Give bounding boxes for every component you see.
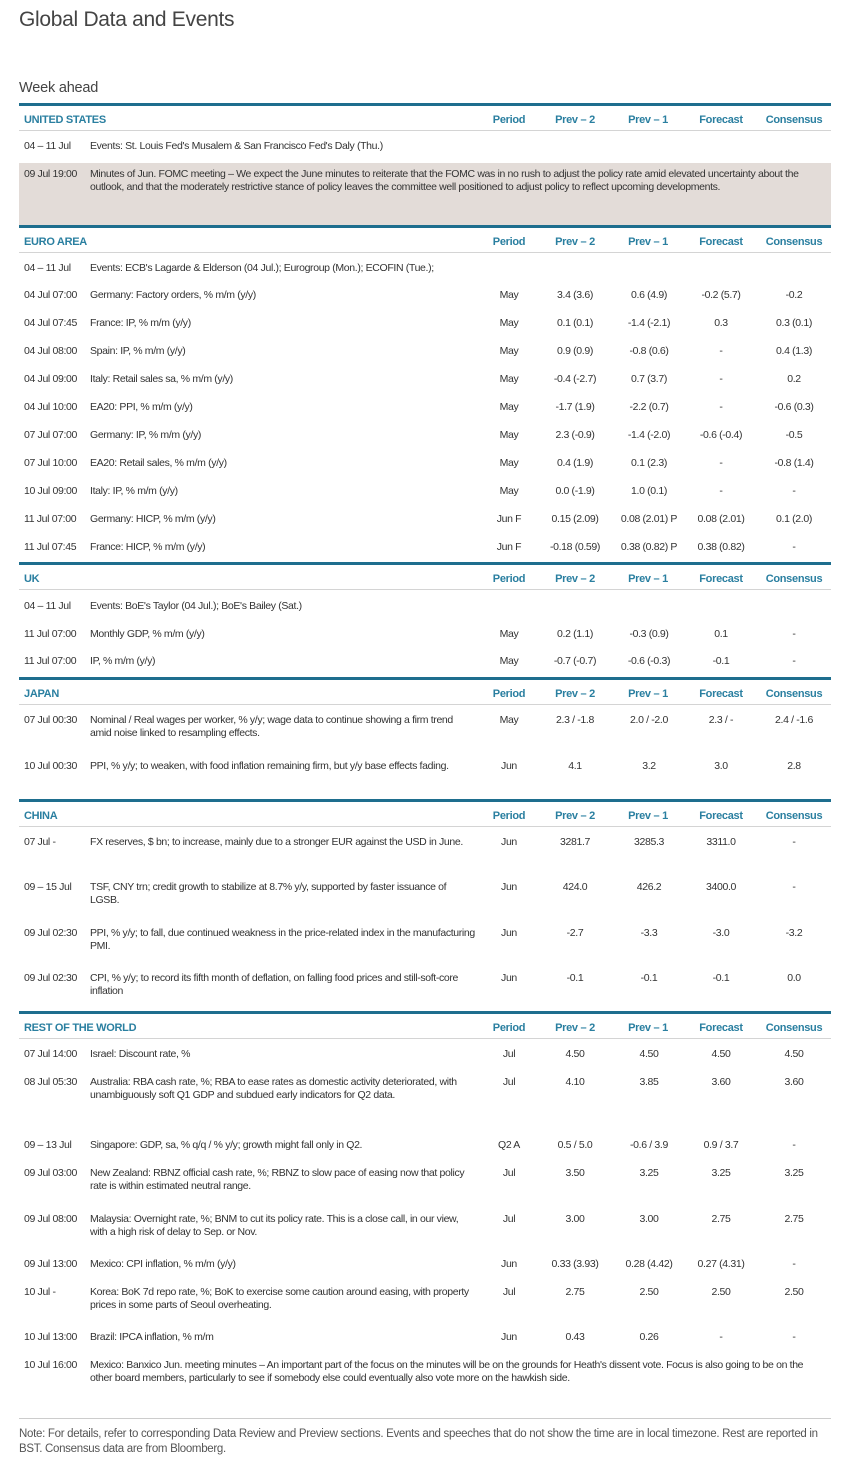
cell-period: May bbox=[499, 317, 519, 329]
row-date: 04 Jul 07:45 bbox=[24, 317, 78, 329]
cell-prev1: 4.50 bbox=[639, 1048, 659, 1060]
cell-prev2: 0.33 (3.93) bbox=[551, 1258, 599, 1270]
column-header-prev2: Prev – 2 bbox=[555, 236, 595, 248]
row-date: 04 – 11 Jul bbox=[24, 600, 71, 612]
section-header bbox=[19, 799, 831, 827]
cell-consensus: 0.0 bbox=[787, 972, 801, 984]
cell-consensus: - bbox=[792, 541, 796, 553]
row-description: France: IP, % m/m (y/y) bbox=[90, 317, 191, 329]
cell-period: Jun bbox=[501, 1258, 517, 1270]
row-date: 04 Jul 09:00 bbox=[24, 373, 78, 385]
footer-divider bbox=[19, 1418, 831, 1419]
row-date: 09 Jul 03:00 bbox=[24, 1167, 78, 1179]
row-date: 09 Jul 19:00 bbox=[24, 168, 78, 180]
column-header-period: Period bbox=[492, 236, 526, 248]
cell-period: Jun F bbox=[496, 541, 522, 553]
cell-consensus: - bbox=[792, 655, 796, 667]
cell-prev1: 0.08 (2.01) P bbox=[620, 513, 678, 525]
cell-forecast: - bbox=[719, 373, 723, 385]
column-header-period: Period bbox=[492, 688, 526, 700]
row-date: 07 Jul 14:00 bbox=[24, 1048, 78, 1060]
column-header-consensus: Consensus bbox=[765, 688, 823, 700]
column-header-forecast: Forecast bbox=[699, 1022, 743, 1034]
cell-prev2: -0.18 (0.59) bbox=[549, 541, 601, 553]
cell-period: May bbox=[499, 289, 519, 301]
cell-forecast: 2.3 / - bbox=[708, 714, 734, 726]
column-header-forecast: Forecast bbox=[699, 236, 743, 248]
cell-period: May bbox=[499, 457, 519, 469]
cell-forecast: -0.2 (5.7) bbox=[701, 289, 741, 301]
row-description: Malaysia: Overnight rate, %; BNM to cut its policy rate. This is a close call, in our view, with a high risk of delay to Sep. or Nov. bbox=[90, 1213, 459, 1238]
cell-prev2: -2.7 bbox=[566, 927, 584, 939]
row-description: Monthly GDP, % m/m (y/y) bbox=[90, 628, 205, 640]
column-header-consensus: Consensus bbox=[765, 114, 823, 126]
cell-consensus: 0.2 bbox=[787, 373, 801, 385]
week-ahead-table bbox=[19, 0, 831, 1465]
cell-period: Jul bbox=[502, 1167, 516, 1179]
row-date: 11 Jul 07:45 bbox=[24, 541, 77, 553]
cell-forecast: 3.0 bbox=[714, 760, 728, 772]
cell-prev1: 3.2 bbox=[642, 760, 656, 772]
cell-forecast: 0.1 bbox=[714, 628, 728, 640]
section-header bbox=[19, 225, 831, 253]
cell-prev1: 426.2 bbox=[636, 881, 662, 893]
cell-period: Jun bbox=[501, 881, 517, 893]
cell-forecast: - bbox=[719, 1331, 723, 1343]
footnote: Note: For details, refer to corresponding Data Review and Preview sections. Events and speeches that do not show the time are in local timezone. Rest are reported in BST. Consensus data are from Bloomberg. bbox=[19, 1428, 818, 1455]
cell-period: Jun bbox=[501, 927, 517, 939]
cell-consensus: 2.75 bbox=[784, 1213, 804, 1225]
column-header-forecast: Forecast bbox=[699, 688, 743, 700]
cell-forecast: - bbox=[719, 457, 723, 469]
row-date: 10 Jul 00:30 bbox=[24, 760, 78, 772]
row-description: Korea: BoK 7d repo rate, %; BoK to exercise some caution around easing, with property prices in some parts of Seoul overheating. bbox=[90, 1286, 469, 1311]
region-name: UNITED STATES bbox=[24, 114, 106, 126]
row-description: Australia: RBA cash rate, %; RBA to ease rates as domestic activity deteriorated, with unambiguously soft Q1 GDP and subdued early indicators for Q2 data. bbox=[90, 1076, 457, 1101]
cell-forecast: -0.1 bbox=[712, 972, 730, 984]
column-header-prev1: Prev – 1 bbox=[628, 810, 668, 822]
cell-forecast: - bbox=[719, 345, 723, 357]
cell-period: Q2 A bbox=[498, 1139, 520, 1151]
cell-prev1: 3.25 bbox=[639, 1167, 659, 1179]
cell-consensus: 2.50 bbox=[784, 1286, 804, 1298]
row-description: Events: St. Louis Fed's Musalem & San Francisco Fed's Daly (Thu.) bbox=[90, 140, 383, 152]
cell-prev1: 1.0 (0.1) bbox=[631, 485, 667, 497]
column-header-period: Period bbox=[492, 573, 526, 585]
cell-period: Jun bbox=[501, 760, 517, 772]
cell-forecast: 0.08 (2.01) bbox=[697, 513, 745, 525]
cell-prev1: 3.00 bbox=[639, 1213, 659, 1225]
row-date: 04 – 11 Jul bbox=[24, 140, 71, 152]
column-header-period: Period bbox=[492, 1022, 526, 1034]
region-name: EURO AREA bbox=[24, 236, 87, 248]
row-description: Italy: IP, % m/m (y/y) bbox=[90, 485, 178, 497]
cell-forecast: 4.50 bbox=[711, 1048, 731, 1060]
cell-prev2: 3.4 (3.6) bbox=[557, 289, 593, 301]
column-header-prev1: Prev – 1 bbox=[628, 1022, 668, 1034]
row-date: 07 Jul 00:30 bbox=[24, 714, 78, 726]
cell-period: Jul bbox=[502, 1213, 516, 1225]
cell-forecast: 2.75 bbox=[711, 1213, 731, 1225]
cell-consensus: 2.4 / -1.6 bbox=[775, 714, 813, 726]
cell-period: May bbox=[499, 714, 519, 726]
cell-prev2: 2.3 / -1.8 bbox=[556, 714, 594, 726]
row-description: EA20: Retail sales, % m/m (y/y) bbox=[90, 457, 227, 469]
row-date: 09 – 13 Jul bbox=[24, 1139, 72, 1151]
cell-consensus: -0.2 bbox=[785, 289, 803, 301]
column-header-consensus: Consensus bbox=[765, 810, 823, 822]
row-date: 07 Jul - bbox=[24, 836, 56, 848]
cell-prev1: 0.26 bbox=[639, 1331, 659, 1343]
cell-forecast: 3.25 bbox=[711, 1167, 731, 1179]
cell-prev2: 0.4 (1.9) bbox=[557, 457, 593, 469]
cell-forecast: -0.1 bbox=[712, 655, 730, 667]
cell-prev1: -1.4 (-2.1) bbox=[627, 317, 671, 329]
cell-prev1: -0.3 (0.9) bbox=[629, 628, 669, 640]
cell-prev2: 4.50 bbox=[565, 1048, 585, 1060]
cell-period: Jun bbox=[501, 972, 517, 984]
cell-prev1: 0.1 (2.3) bbox=[631, 457, 667, 469]
row-description: PPI, % y/y; to weaken, with food inflation remaining firm, but y/y base effects fading. bbox=[90, 760, 449, 772]
column-header-consensus: Consensus bbox=[765, 1022, 823, 1034]
cell-forecast: -3.0 bbox=[712, 927, 730, 939]
cell-period: Jul bbox=[502, 1076, 516, 1088]
cell-period: Jun bbox=[501, 836, 517, 848]
cell-forecast: 0.27 (4.31) bbox=[697, 1258, 745, 1270]
row-date: 11 Jul 07:00 bbox=[24, 513, 77, 525]
cell-consensus: 0.3 (0.1) bbox=[776, 317, 812, 329]
cell-prev2: 3.00 bbox=[565, 1213, 585, 1225]
cell-consensus: - bbox=[792, 881, 796, 893]
row-date: 04 – 11 Jul bbox=[24, 262, 71, 274]
cell-prev1: 2.0 / -2.0 bbox=[630, 714, 668, 726]
cell-period: May bbox=[499, 401, 519, 413]
cell-prev1: -2.2 (0.7) bbox=[629, 401, 669, 413]
row-description: Minutes of Jun. FOMC meeting – We expect the June minutes to reiterate that the FOMC was in no rush to adjust the policy rate amid elevated uncertainty about the outlook, and that the moderately restrictive stance of policy leaves the committee well positioned to adjust policy to reflect upcoming developments. bbox=[90, 168, 799, 193]
cell-period: May bbox=[499, 345, 519, 357]
cell-prev2: -0.1 bbox=[566, 972, 584, 984]
column-header-prev1: Prev – 1 bbox=[628, 688, 668, 700]
region-name: CHINA bbox=[24, 810, 58, 822]
page-title: Global Data and Events bbox=[19, 8, 235, 31]
row-date: 11 Jul 07:00 bbox=[24, 655, 77, 667]
cell-forecast: 0.3 bbox=[714, 317, 728, 329]
cell-prev2: 2.3 (-0.9) bbox=[555, 429, 595, 441]
cell-prev2: -0.4 (-2.7) bbox=[553, 373, 597, 385]
section-header bbox=[19, 103, 831, 131]
column-header-prev2: Prev – 2 bbox=[555, 1022, 595, 1034]
cell-forecast: 0.38 (0.82) bbox=[697, 541, 745, 553]
cell-prev2: 424.0 bbox=[562, 881, 588, 893]
column-header-prev1: Prev – 1 bbox=[628, 114, 668, 126]
row-description: IP, % m/m (y/y) bbox=[90, 655, 156, 667]
cell-consensus: 3.25 bbox=[784, 1167, 804, 1179]
cell-period: Jun bbox=[501, 1331, 517, 1343]
cell-prev2: 0.0 (-1.9) bbox=[555, 485, 595, 497]
cell-consensus: -0.5 bbox=[785, 429, 803, 441]
row-date: 09 – 15 Jul bbox=[24, 881, 72, 893]
row-date: 07 Jul 07:00 bbox=[24, 429, 78, 441]
row-description: New Zealand: RBNZ official cash rate, %; RBNZ to slow pace of easing now that policy rate is within estimated neutral range. bbox=[90, 1167, 465, 1192]
row-description: Brazil: IPCA inflation, % m/m bbox=[90, 1331, 214, 1343]
cell-consensus: 3.60 bbox=[784, 1076, 804, 1088]
column-header-forecast: Forecast bbox=[699, 573, 743, 585]
row-date: 08 Jul 05:30 bbox=[24, 1076, 78, 1088]
cell-consensus: - bbox=[792, 836, 796, 848]
row-description: Germany: IP, % m/m (y/y) bbox=[90, 429, 202, 441]
section-header bbox=[19, 1011, 831, 1039]
cell-consensus: - bbox=[792, 1139, 796, 1151]
cell-prev2: 0.43 bbox=[565, 1331, 585, 1343]
cell-forecast: 3311.0 bbox=[706, 836, 736, 848]
cell-period: May bbox=[499, 485, 519, 497]
column-header-prev2: Prev – 2 bbox=[555, 810, 595, 822]
row-description: Events: ECB's Lagarde & Elderson (04 Jul.); Eurogroup (Mon.); ECOFIN (Tue.); bbox=[90, 262, 434, 274]
row-date: 09 Jul 02:30 bbox=[24, 972, 78, 984]
cell-prev2: 0.15 (2.09) bbox=[551, 513, 599, 525]
cell-period: May bbox=[499, 655, 519, 667]
row-description: Spain: IP, % m/m (y/y) bbox=[90, 345, 186, 357]
row-date: 07 Jul 10:00 bbox=[24, 457, 78, 469]
column-header-prev2: Prev – 2 bbox=[555, 688, 595, 700]
row-description: Nominal / Real wages per worker, % y/y; wage data to continue showing a firm trend amid noise linked to resampling effects. bbox=[90, 714, 453, 739]
cell-prev1: -0.6 / 3.9 bbox=[630, 1139, 668, 1151]
cell-prev1: 3285.3 bbox=[633, 836, 664, 848]
row-date: 10 Jul 09:00 bbox=[24, 485, 78, 497]
cell-prev1: -0.1 bbox=[640, 972, 658, 984]
row-description: Singapore: GDP, sa, % q/q / % y/y; growth might fall only in Q2. bbox=[90, 1139, 363, 1151]
cell-period: May bbox=[499, 373, 519, 385]
column-header-prev2: Prev – 2 bbox=[555, 114, 595, 126]
cell-prev2: 0.1 (0.1) bbox=[557, 317, 593, 329]
row-description: Mexico: CPI inflation, % m/m (y/y) bbox=[90, 1258, 236, 1270]
cell-prev1: -1.4 (-2.0) bbox=[627, 429, 671, 441]
column-header-prev2: Prev – 2 bbox=[555, 573, 595, 585]
cell-consensus: -0.6 (0.3) bbox=[774, 401, 814, 413]
cell-consensus: - bbox=[792, 485, 796, 497]
region-name: UK bbox=[24, 573, 40, 585]
cell-consensus: 0.1 (2.0) bbox=[776, 513, 812, 525]
row-description: Italy: Retail sales sa, % m/m (y/y) bbox=[90, 373, 233, 385]
column-header-forecast: Forecast bbox=[699, 114, 743, 126]
cell-prev2: 0.5 / 5.0 bbox=[557, 1139, 593, 1151]
cell-prev2: -1.7 (1.9) bbox=[555, 401, 595, 413]
cell-consensus: -0.8 (1.4) bbox=[774, 457, 814, 469]
row-description: Mexico: Banxico Jun. meeting minutes – An important part of the focus on the minutes will be on the grounds for Heath's dissent vote. Focus is also going to be on the other board members, particularly to see if somebody else could eventually also vote more on the hawkish side. bbox=[90, 1359, 804, 1384]
cell-prev1: 0.28 (4.42) bbox=[625, 1258, 673, 1270]
row-date: 04 Jul 10:00 bbox=[24, 401, 78, 413]
row-date: 10 Jul - bbox=[24, 1286, 56, 1298]
cell-forecast: -0.6 (-0.4) bbox=[699, 429, 743, 441]
cell-consensus: 4.50 bbox=[784, 1048, 804, 1060]
column-header-prev1: Prev – 1 bbox=[628, 236, 668, 248]
cell-period: May bbox=[499, 628, 519, 640]
row-description: PPI, % y/y; to fall, due continued weakness in the price-related index in the manufacturing PMI. bbox=[90, 927, 475, 952]
cell-period: Jul bbox=[502, 1286, 516, 1298]
row-date: 10 Jul 13:00 bbox=[24, 1331, 78, 1343]
cell-forecast: 3.60 bbox=[711, 1076, 731, 1088]
cell-consensus: - bbox=[792, 628, 796, 640]
section-header bbox=[19, 562, 831, 590]
row-date: 04 Jul 07:00 bbox=[24, 289, 78, 301]
cell-prev2: 0.2 (1.1) bbox=[557, 628, 593, 640]
row-description: FX reserves, $ bn; to increase, mainly due to a stronger EUR against the USD in June. bbox=[90, 836, 463, 848]
row-description: Germany: HICP, % m/m (y/y) bbox=[90, 513, 216, 525]
cell-prev2: 4.1 bbox=[568, 760, 582, 772]
row-date: 10 Jul 16:00 bbox=[24, 1359, 78, 1371]
cell-prev1: 0.6 (4.9) bbox=[631, 289, 667, 301]
section-header bbox=[19, 677, 831, 705]
cell-forecast: 3400.0 bbox=[705, 881, 736, 893]
row-date: 11 Jul 07:00 bbox=[24, 628, 77, 640]
cell-forecast: 2.50 bbox=[711, 1286, 731, 1298]
column-header-prev1: Prev – 1 bbox=[628, 573, 668, 585]
region-name: REST OF THE WORLD bbox=[24, 1022, 137, 1034]
row-date: 09 Jul 08:00 bbox=[24, 1213, 78, 1225]
row-description: Events: BoE's Taylor (04 Jul.); BoE's Bailey (Sat.) bbox=[90, 600, 302, 612]
section-subtitle: Week ahead bbox=[19, 80, 99, 96]
cell-consensus: - bbox=[792, 1258, 796, 1270]
cell-prev2: 3.50 bbox=[565, 1167, 585, 1179]
row-date: 04 Jul 08:00 bbox=[24, 345, 78, 357]
cell-prev1: 0.38 (0.82) P bbox=[620, 541, 678, 553]
cell-forecast: - bbox=[719, 401, 723, 413]
row-description: Germany: Factory orders, % m/m (y/y) bbox=[90, 289, 256, 301]
cell-prev2: -0.7 (-0.7) bbox=[553, 655, 597, 667]
row-description: France: HICP, % m/m (y/y) bbox=[90, 541, 206, 553]
cell-prev1: 2.50 bbox=[639, 1286, 659, 1298]
row-date: 09 Jul 13:00 bbox=[24, 1258, 78, 1270]
cell-prev2: 0.9 (0.9) bbox=[557, 345, 593, 357]
column-header-consensus: Consensus bbox=[765, 236, 823, 248]
cell-consensus: 2.8 bbox=[787, 760, 801, 772]
cell-prev2: 2.75 bbox=[565, 1286, 585, 1298]
region-name: JAPAN bbox=[24, 688, 59, 700]
row-description: EA20: PPI, % m/m (y/y) bbox=[90, 401, 193, 413]
cell-consensus: - bbox=[792, 1331, 796, 1343]
cell-prev1: 0.7 (3.7) bbox=[631, 373, 667, 385]
cell-period: Jun F bbox=[496, 513, 522, 525]
cell-consensus: -3.2 bbox=[785, 927, 803, 939]
cell-prev1: 3.85 bbox=[639, 1076, 659, 1088]
cell-prev1: -0.6 (-0.3) bbox=[627, 655, 671, 667]
cell-period: Jul bbox=[502, 1048, 516, 1060]
cell-prev1: -0.8 (0.6) bbox=[629, 345, 669, 357]
column-header-forecast: Forecast bbox=[699, 810, 743, 822]
cell-forecast: 0.9 / 3.7 bbox=[703, 1139, 739, 1151]
column-header-consensus: Consensus bbox=[765, 573, 823, 585]
column-header-period: Period bbox=[492, 810, 526, 822]
column-header-period: Period bbox=[492, 114, 526, 126]
cell-prev2: 3281.7 bbox=[559, 836, 590, 848]
row-description: Israel: Discount rate, % bbox=[90, 1048, 191, 1060]
cell-consensus: 0.4 (1.3) bbox=[776, 345, 812, 357]
cell-period: May bbox=[499, 429, 519, 441]
row-description: CPI, % y/y; to record its fifth month of deflation, on falling food prices and still-soft-core inflation bbox=[90, 972, 459, 997]
cell-forecast: - bbox=[719, 485, 723, 497]
cell-prev1: -3.3 bbox=[640, 927, 658, 939]
cell-prev2: 4.10 bbox=[565, 1076, 585, 1088]
row-description: TSF, CNY trn; credit growth to stabilize at 8.7% y/y, supported by faster issuance of LGSB. bbox=[90, 881, 447, 906]
row-date: 09 Jul 02:30 bbox=[24, 927, 78, 939]
